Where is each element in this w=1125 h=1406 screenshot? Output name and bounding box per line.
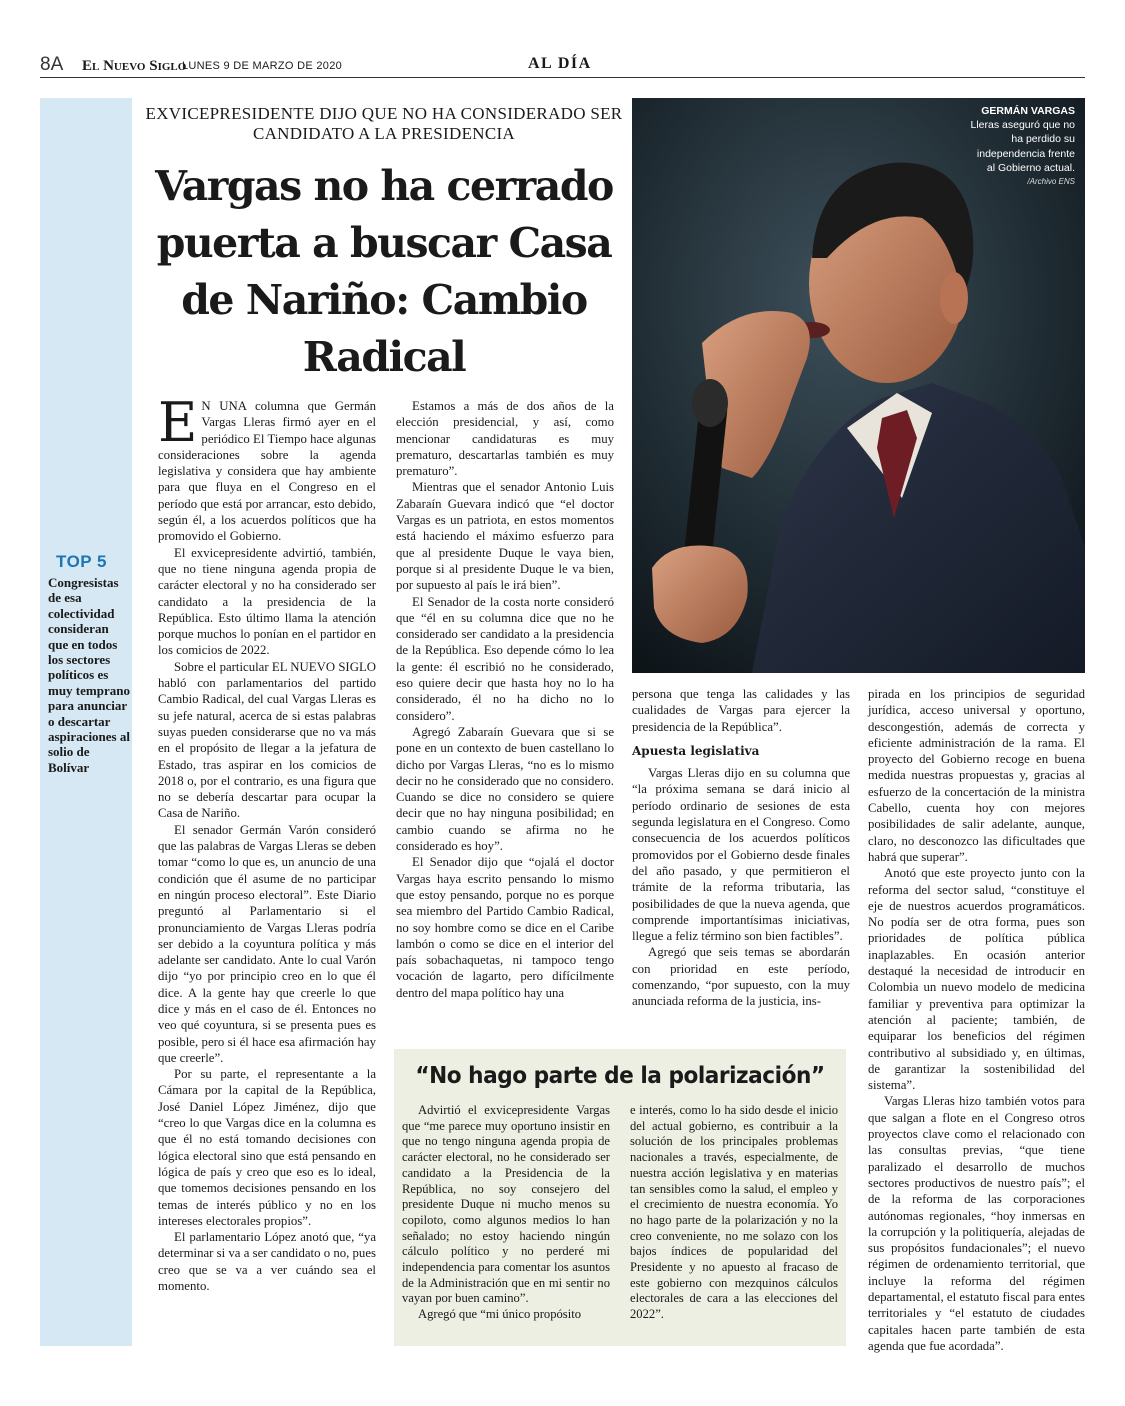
paragraph: El parlamentario López anotó que, “ya determinar si va a ser candidato o no, pues creo que se va a ver cuándo sea el momento. [158, 1230, 376, 1294]
article-column-4 [868, 686, 1085, 1354]
paragraph: Advirtió el exvicepresidente Vargas que “me parece muy oportuno insistir en que no tengo ninguna agenda propia de carácter electoral, no he considerado ser candidato a la Presidencia de la República, no soy consejero del presidente Duque ni mucho menos su copiloto, como algunos medios lo han señalado; no estoy haciendo ningún cálculo político y no perderé mi independencia para comentar los asuntos de la Administración que en mi sentir no vayan por buen camino”. [402, 1103, 610, 1306]
paragraph: Mientras que el senador Antonio Luis Zabaraín Guevara indicó que “el doctor Vargas es un patriota, en estos momentos está haciendo el máximo esfuerzo para que al presidente Duque le vaya bien, porque si al presidente Duque le va bien, por supuesto al país le irá bien”. [396, 480, 614, 593]
caption-text: Lleras aseguró que no ha perdido su independencia frente al Gobierno actual. [970, 119, 1075, 174]
paragraph: Anotó que este proyecto junto con la reforma del sector salud, “constituye el eje de nuestros acuerdos programáticos. No podía ser de otra forma, pues son prioridades de política pública inaplazables. En ocasión anterior destaqué la necesidad de introducir en Colombia un nuevo modelo de medicina familiar y preventiva para optimizar la atención al paciente; también, de equiparar los beneficios del régimen contributivo al subsidiado y, en últimas, de garantizar la sostenibilidad del sistema”. [868, 866, 1085, 1093]
section-name: AL DÍA [528, 55, 592, 72]
paragraph: El Senador de la costa norte consideró que “él en su columna dice que no he considerado ser candidato a la presidencia de la República. Eso depende cómo lo lea la gente: él escribió no he considerado, eso quiere decir que hasta hoy no lo ha considerado, él no ha dicho no lo considero”. [396, 594, 614, 723]
sidebar-panel [40, 98, 132, 1346]
paragraph: E N UNA columna que Germán Vargas Lleras firmó ayer en el periódico El Tiempo hace algunas consideraciones sobre la agenda legislativa y considera que hay ambiente para que fluya en el Congreso en el período que está por arrancar, esto debido, según él, a los acuerdos políticos que ha promovido el Gobierno. [158, 391, 376, 544]
page-header [40, 54, 1085, 78]
quote-box-title: “No hago parte de la polarización” [415, 1063, 825, 1089]
paragraph: El senador Germán Varón consideró que las palabras de Vargas Lleras se deben tomar “como lo que es, un anuncio de una condición que él asume de no participar en ningún proceso electoral”. Este Diario preguntó al Parlamentario si el pronunciamiento de Vargas Lleras podría ser debido a la coyuntura política y más adelante ser candidato. Ante lo cual Varón dijo “yo por principio creo en lo que él dice. A la gente hay que creerle lo que dice y más en el caso de él. Entonces no veo qué coyuntura, si se presenta pues es posible, pero si él hace esa afirmación hay que creerle”. [158, 822, 376, 1065]
drop-cap: E [158, 391, 198, 454]
paragraph: persona que tenga las calidades y las cualidades de Vargas para ejercer la presidencia de la República”. [632, 687, 850, 734]
article-headline: Vargas no ha cerrado puerta a buscar Casa de Nariño: Cambio Radical [155, 162, 613, 381]
issue-date: LUNES 9 DE MARZO DE 2020 [182, 60, 343, 72]
paragraph: pirada en los principios de seguridad jurídica, acceso universal y oportuno, descongestión, además de correcta y eficiente administración de la rama. El proyecto del Gobierno recoge en buena medida nuestras propuestas y, gracias al esfuerzo de la concertación de la ministra Cabello, cuenta hoy con mejores posibilidades de salir adelante, aunque, claro, no desconozco las dificultades que habrá que superar”. [868, 687, 1085, 864]
paragraph: Vargas Lleras dijo en su columna que “la próxima semana se dará inicio al período ordinario de sesiones de esta segunda legislatura en el Congreso. Como consecuencia de los acuerdos políticos promovidos por el Gobierno desde finales del año pasado, y que permitieron el trámite de la reforma tributaria, las posibilidades de que la nueva agenda, que comprende importantísimas iniciativas, llegue a feliz término son bien factibles”. [632, 766, 850, 944]
sidebar-title: TOP 5 [56, 552, 108, 571]
page-number: 8A [40, 54, 64, 75]
paragraph: Agregó Zabaraín Guevara que si se pone en un contexto de buen castellano lo dicho por Vargas Lleras, “no es lo mismo decir no he considerado que no considero. Cuando se dice no considero se quiere decir que no hay ninguna posibilidad; en cambio cuando se afirma no he considerado es hoy”. [396, 724, 614, 854]
paragraph: Sobre el particular EL NUEVO SIGLO habló con parlamentarios del partido Cambio Radical, del cual Vargas Lleras es su jefe natural, acerca de si estas palabras suyas pueden considerarse que no va más en el propósito de llegar a la jefatura de Estado, tras aspirar en los comicios de 2018 o, por el contrario, es una figura que no se debería descartar para ocupar la Casa de Nariño. [158, 659, 376, 821]
article-column-3 [632, 686, 850, 1010]
subheading: Apuesta legislativa [632, 743, 760, 758]
quote-box-column-1 [402, 1103, 610, 1323]
paragraph: Agregó que seis temas se abordarán con prioridad en este período, comenzando, “por supuesto, con la muy anunciada reforma de la justicia, ins- [632, 945, 850, 1009]
paragraph: Por su parte, el representante a la Cámara por la capital de la República, José Daniel López Jiménez, dijo que “creo lo que Vargas dice en la columna es que él no está tomando decisiones con lógica electoral sino que está pensando en lógica de país y creo que eso es lo ideal, que tomemos decisiones pensando en los temas de interés público y no en los intereses electorales propios”. [158, 1067, 376, 1228]
paragraph: El exvicepresidente advirtió, también, que no tiene ninguna agenda propia de carácter electoral y no ha considerado ser candidato a la presidencia de la República. Esto último llama la atención porque muchos lo ponían en el partidor en los comicios de 2022. [158, 545, 376, 658]
quote-box-column-2 [630, 1103, 838, 1323]
photo-caption [967, 104, 1075, 189]
article-photo [632, 98, 1085, 673]
article-column-1 [158, 391, 376, 1294]
paragraph: Estamos a más de dos años de la elección presidencial, y así, como mencionar candidaturas es muy prematuro, descartarlas también es muy prematuro”. [396, 399, 614, 479]
paragraph: Agregó que “mi único propósito [418, 1307, 581, 1322]
masthead: El Nuevo Siglo [82, 58, 187, 74]
sidebar-text: Congresistas de esa colectividad consideran que en todos los sectores políticos es muy temprano para anunciar o descartar aspiraciones al solio de Bolívar [48, 575, 130, 775]
article-kicker: EXVICEPRESIDENTE DIJO QUE NO HA CONSIDERADO SER CANDIDATO A LA PRESIDENCIA [145, 104, 623, 143]
photo-credit: /Archivo ENS [1027, 177, 1075, 187]
caption-name: GERMÁN VARGAS [981, 105, 1075, 117]
paragraph: e interés, como lo ha sido desde el inicio del actual gobierno, es contribuir a la solución de los principales problemas nacionales a través, especialmente, de nuestra acción legislativa y en materias tan sensibles como la salud, el empleo y el crecimiento de nuestra economía. Yo no hago parte de la polarización y no la creo conveniente, no me solazo con los bajos índices de popularidad del Presidente y no apuesto al fracaso de este gobierno con mezquinos cálculos electorales de cara a las elecciones del 2022”. [630, 1103, 838, 1322]
quote-box [394, 1049, 846, 1346]
paragraph: El Senador dijo que “ojalá el doctor Vargas haya escrito pensando lo mismo que estoy pensando, porque no es porque sea miembro del Partido Cambio Radical, no soy hombre como se dice en el Caribe lambón o como se dice en el interior del país sobachaquetas, ni tampoco tengo vocación de lagarto, pero difícilmente dentro del mapa político hay una [396, 855, 614, 1000]
article-column-2 [396, 398, 614, 1001]
paragraph: Vargas Lleras hizo también votos para que salgan a flote en el Congreso otros proyectos clave como el relacionado con las consultas previas, “que tiene paralizado el desarrollo de muchos sectores productivos de nuestro país”; el de la reforma de las corporaciones autónomas regionales, “hoy inmersas en la corrupción y la politiquería, alejadas de sus propósitos fundacionales”; el nuevo régimen de ordenamiento territorial, que incluye la reforma del régimen departamental, el estatuto fiscal para entes territoriales y “el estatuto de ciudades capitales hacen parte también de esta agenda que fue acordada”. [868, 1094, 1085, 1353]
